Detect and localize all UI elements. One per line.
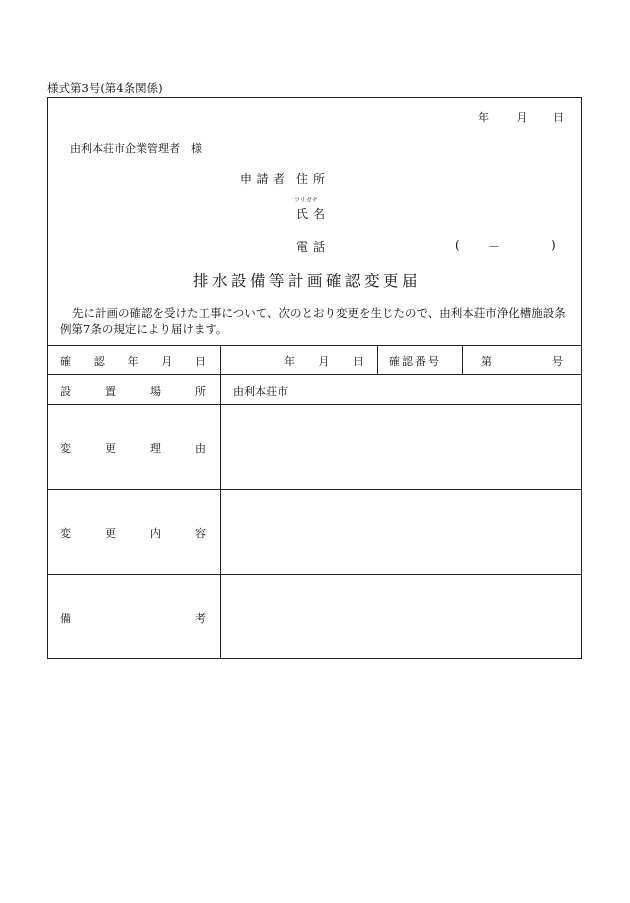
confirmation-number-label: 確認番号 bbox=[389, 355, 441, 368]
confirmation-number-suffix: 号 bbox=[552, 355, 563, 368]
applicant-heading bbox=[240, 170, 285, 187]
phone-paren-open: ( bbox=[455, 238, 460, 252]
name-label: 氏名 bbox=[296, 207, 331, 221]
confirmation-date-day: 日 bbox=[353, 355, 364, 368]
form-number-label: 様式第3号(第4条関係) bbox=[47, 81, 163, 95]
table-column-rule bbox=[377, 345, 378, 374]
label-char: 変 bbox=[60, 442, 71, 455]
applicant-heading-char: 者 bbox=[272, 172, 285, 186]
submission-date bbox=[478, 109, 564, 125]
submission-date-day: 日 bbox=[553, 111, 564, 124]
label-char: 変 bbox=[60, 527, 71, 540]
confirmation-date-year: 年 bbox=[284, 355, 295, 368]
change-reason-label bbox=[60, 440, 206, 456]
form-title: 排水設備等計画確認変更届 bbox=[193, 272, 422, 290]
label-char: 備 bbox=[60, 612, 71, 625]
label-char: 内 bbox=[150, 527, 161, 540]
installation-location-value: 由利本荘市 bbox=[233, 385, 288, 398]
label-char: 設 bbox=[60, 385, 71, 398]
table-rule bbox=[47, 489, 582, 490]
phone-label: 電話 bbox=[296, 240, 331, 254]
confirmation-number-prefix: 第 bbox=[481, 355, 492, 368]
label-char: 容 bbox=[195, 527, 206, 540]
change-details-label bbox=[60, 525, 206, 541]
label-char: 置 bbox=[105, 385, 116, 398]
submission-date-month: 月 bbox=[516, 111, 528, 124]
name-furigana: フリガナ bbox=[294, 197, 318, 204]
table-rule bbox=[47, 574, 582, 575]
remarks-label bbox=[60, 610, 206, 626]
confirmation-date-month: 月 bbox=[318, 355, 330, 368]
label-char: 考 bbox=[195, 612, 206, 625]
label-char: 場 bbox=[150, 385, 161, 398]
label-char: 認 bbox=[93, 355, 105, 368]
address-label: 住所 bbox=[296, 172, 331, 186]
phone-dash: － bbox=[488, 240, 501, 254]
phone-paren-close: ) bbox=[551, 238, 556, 252]
table-rule bbox=[47, 404, 582, 405]
submission-date-year: 年 bbox=[478, 111, 489, 124]
table-column-rule bbox=[462, 345, 463, 374]
label-char: 理 bbox=[150, 442, 161, 455]
table-rule bbox=[47, 374, 582, 375]
confirmation-date-field bbox=[284, 353, 364, 369]
label-char: 年 bbox=[127, 355, 139, 368]
confirmation-date-label bbox=[60, 353, 206, 369]
label-char: 更 bbox=[105, 442, 116, 455]
installation-location-label bbox=[60, 383, 206, 399]
label-char: 由 bbox=[195, 442, 206, 455]
label-char: 更 bbox=[105, 527, 116, 540]
applicant-heading-char: 請 bbox=[256, 172, 269, 186]
label-char: 所 bbox=[195, 385, 206, 398]
table-column-rule bbox=[220, 345, 221, 659]
label-char: 日 bbox=[195, 355, 206, 368]
table-rule bbox=[47, 345, 582, 346]
label-char: 確 bbox=[60, 355, 71, 368]
applicant-heading-char: 申 bbox=[240, 172, 253, 186]
addressee: 由利本荘市企業管理者 様 bbox=[70, 142, 202, 155]
label-char: 月 bbox=[161, 355, 173, 368]
declaration-text: 先に計画の確認を受けた工事について、次のとおり変更を生じたので、由利本荘市浄化槽施設条例第7条の規定により届けます。 bbox=[60, 306, 566, 336]
